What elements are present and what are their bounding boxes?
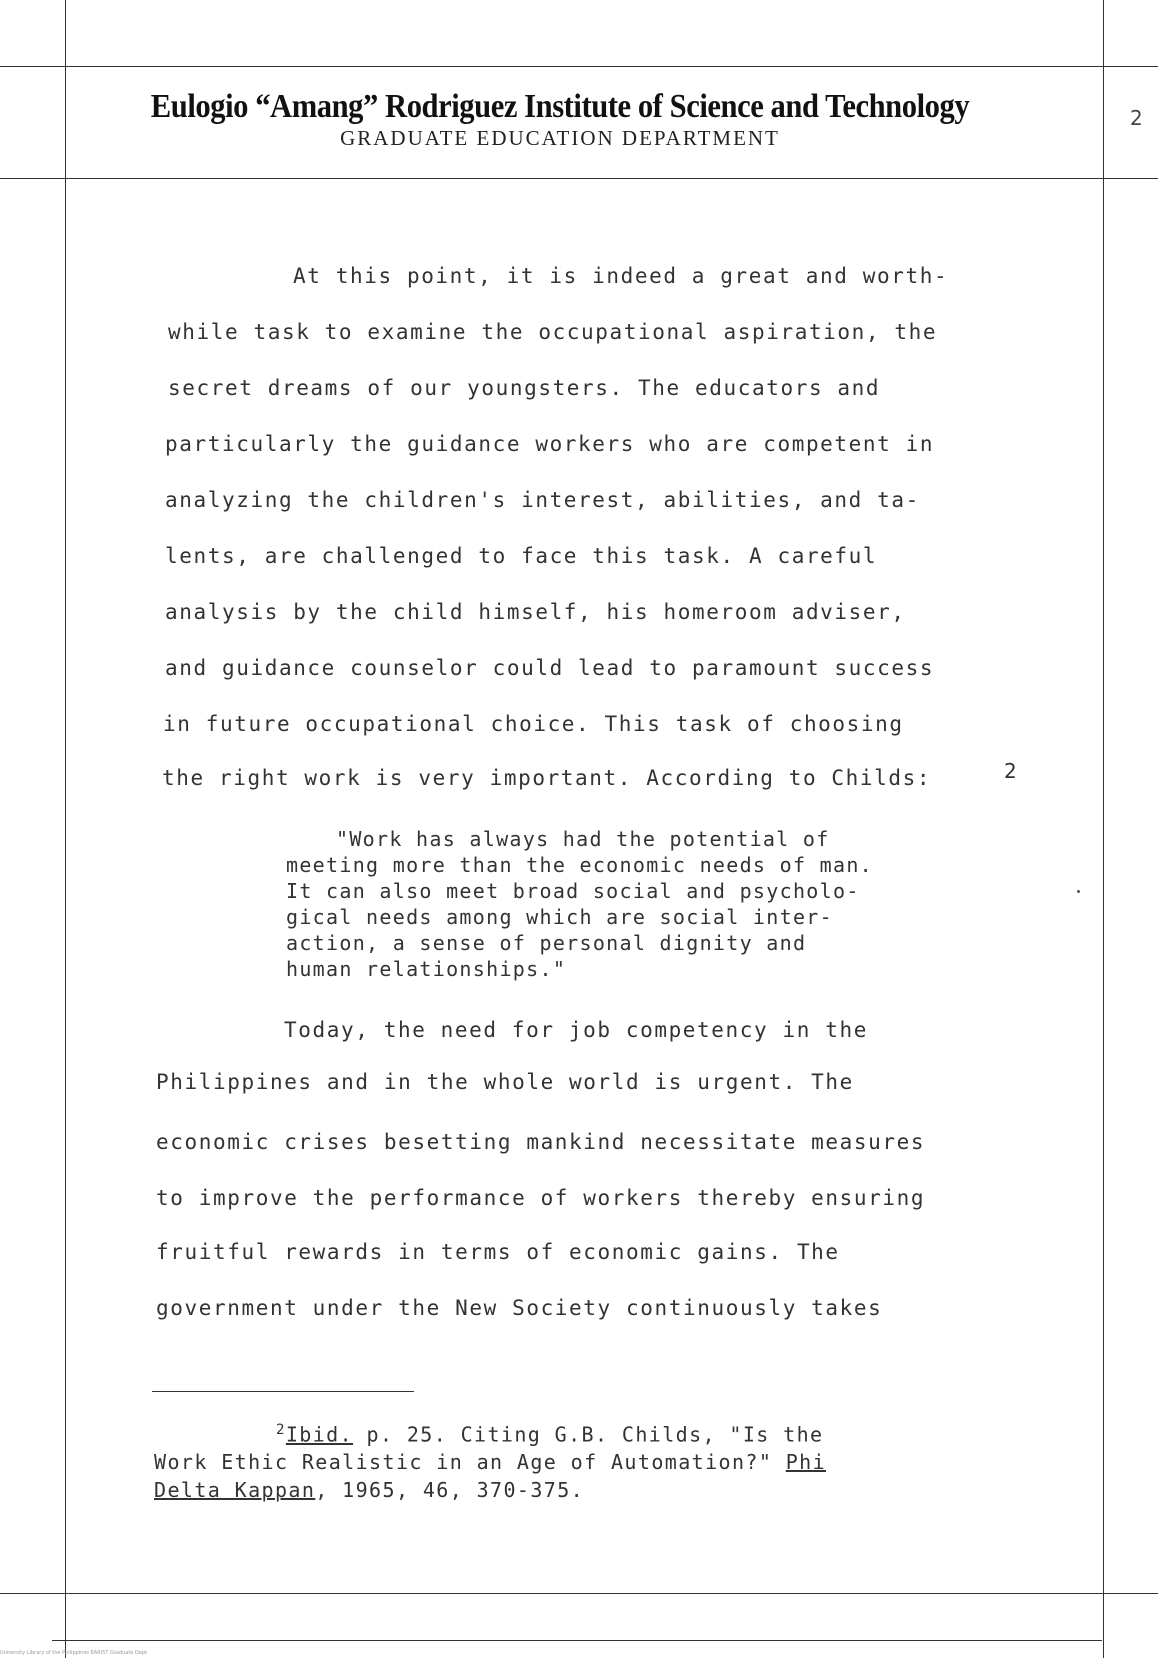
body-line: to improve the performance of workers thereby ensuring xyxy=(156,1186,926,1210)
footnote-line xyxy=(154,1450,826,1474)
body-line: At this point, it is indeed a great and worth- xyxy=(293,264,949,288)
page-number: 2 xyxy=(1130,106,1143,130)
body-line: fruitful rewards in terms of economic gains. The xyxy=(156,1240,840,1264)
top-rule xyxy=(0,66,1158,67)
footnote-line xyxy=(276,1422,824,1447)
body-line: analyzing the children's interest, abilities, and ta- xyxy=(165,488,920,512)
header-rule xyxy=(0,178,1158,179)
footnote-line xyxy=(154,1478,584,1502)
letterhead xyxy=(60,88,1060,151)
footnote-text: Work Ethic Realistic in an Age of Automation?" xyxy=(154,1450,786,1474)
quote-line: human relationships." xyxy=(286,957,567,981)
bottom-rule-2 xyxy=(52,1640,1102,1641)
body-line: economic crises besetting mankind necessitate measures xyxy=(156,1130,926,1154)
body-line: secret dreams of our youngsters. The educators and xyxy=(168,376,881,400)
quote-line: action, a sense of personal dignity and xyxy=(286,931,807,955)
body-line: Today, the need for job competency in the xyxy=(284,1018,868,1042)
department-name: GRADUATE EDUCATION DEPARTMENT xyxy=(340,126,780,150)
left-margin-rule xyxy=(65,0,66,1658)
body-line: while task to examine the occupational aspiration, the xyxy=(168,320,938,344)
footnote-ibid: Ibid. xyxy=(285,1422,354,1447)
right-margin-rule xyxy=(1103,0,1104,1658)
body-line: particularly the guidance workers who are competent in xyxy=(165,432,935,456)
body-line: lents, are challenged to face this task. A careful xyxy=(165,544,878,568)
quote-line: meeting more than the economic needs of man. xyxy=(286,853,874,877)
body-line: analysis by the child himself, his homeroom adviser, xyxy=(165,600,906,624)
body-line: the right work is very important. According to Childs: xyxy=(162,766,932,790)
body-line: government under the New Society continuously takes xyxy=(156,1296,883,1320)
scan-footer: University Library of the Philippines EARIST Graduate Dept xyxy=(0,1650,148,1656)
quote-line: gical needs among which are social inter- xyxy=(286,905,833,929)
footnote-text: , 1965, 46, 370-375. xyxy=(315,1478,585,1502)
bottom-rule xyxy=(0,1593,1158,1594)
body-line: and guidance counselor could lead to paramount success xyxy=(165,656,935,680)
footnote-rule xyxy=(152,1391,414,1392)
institute-name: Eulogio “Amang” Rodriguez Institute of Science and Technology xyxy=(150,88,970,125)
quote-line: "Work has always had the potential of xyxy=(336,827,830,851)
quote-line: It can also meet broad social and psycholo- xyxy=(286,879,860,903)
footnote-number: 2 xyxy=(276,1422,286,1438)
footnote-journal: Delta Kappan xyxy=(154,1478,316,1502)
body-line: in future occupational choice. This task of choosing xyxy=(163,712,904,736)
body-line: Philippines and in the whole world is urgent. The xyxy=(156,1070,854,1094)
footnote-reference: 2 xyxy=(1004,759,1017,783)
scan-speck xyxy=(1077,890,1080,893)
footnote-journal: Phi xyxy=(785,1450,827,1474)
footnote-text: p. 25. Citing G.B. Childs, "Is the xyxy=(353,1422,824,1447)
